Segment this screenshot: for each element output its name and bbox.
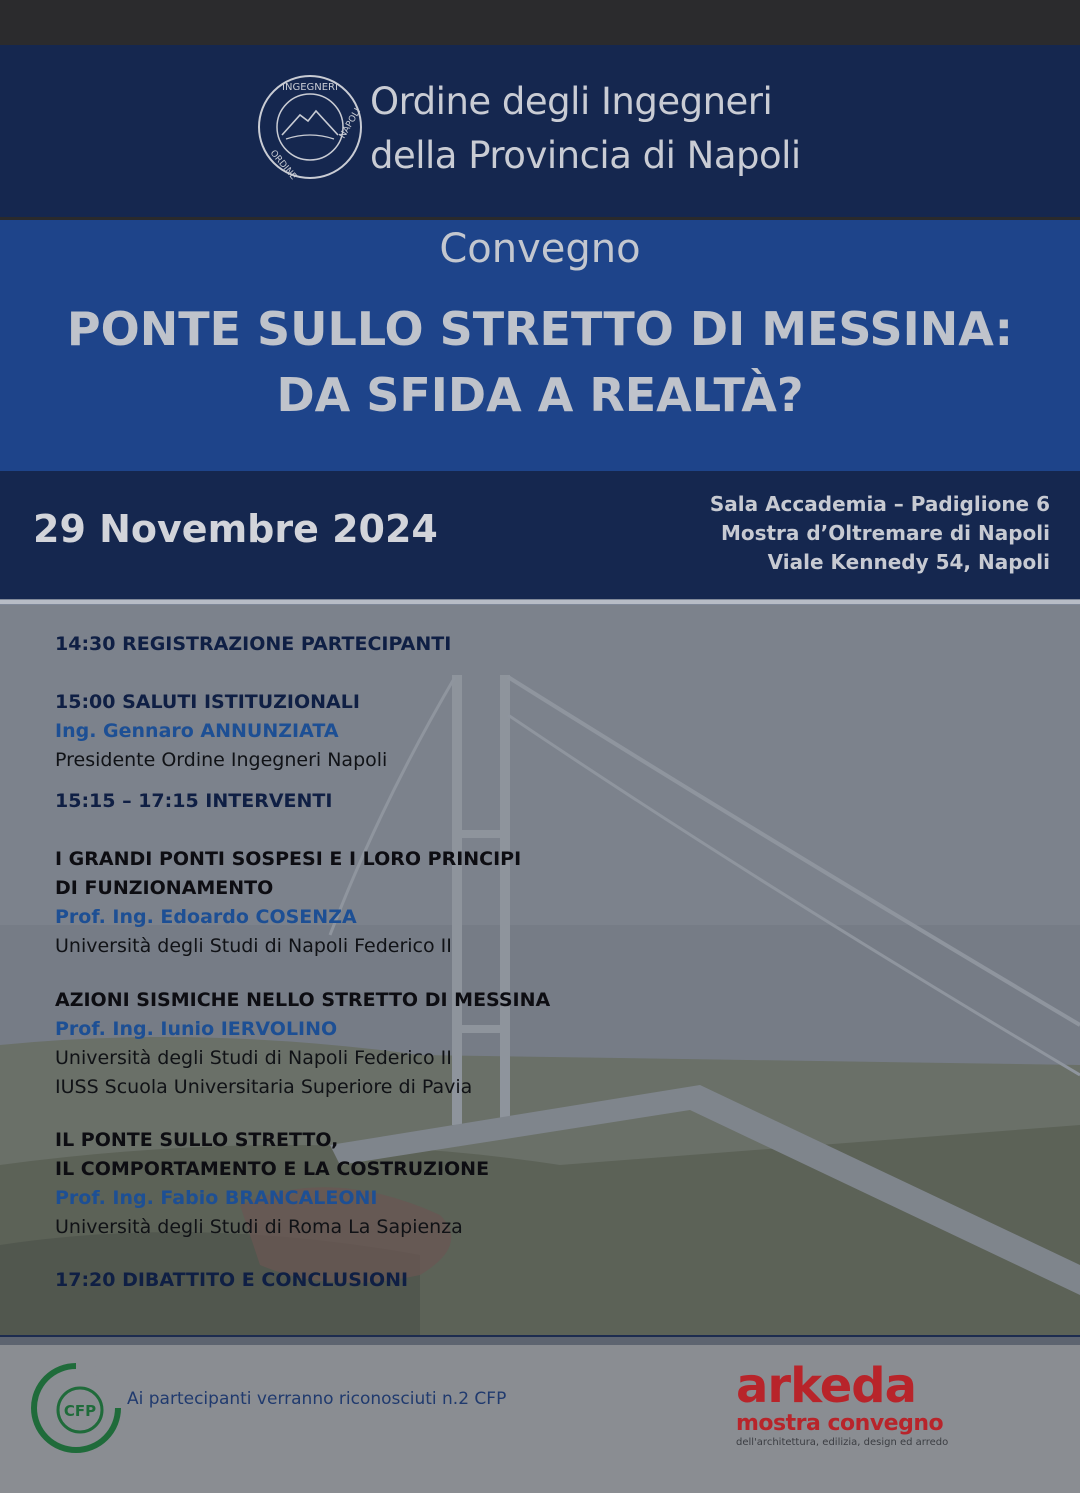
greetings-item: 15:00 SALUTI ISTITUZIONALI — [55, 691, 360, 713]
logo-text-top: INGEGNERI — [282, 82, 338, 93]
top-bar — [0, 0, 1080, 45]
closing-item: 17:20 DIBATTITO E CONCLUSIONI — [55, 1269, 409, 1291]
logo-text-left: ORDINE — [267, 148, 299, 181]
talk2-affiliation1: Università degli Studi di Napoli Federico II — [55, 1047, 452, 1069]
event-title-line1: PONTE SULLO STRETTO DI MESSINA: — [66, 302, 1014, 356]
cfp-note: Ai partecipanti verranno riconosciuti n.2 CFP — [127, 1389, 507, 1409]
event-date: 29 Novembre 2024 — [33, 507, 438, 551]
talk2-affiliation2: IUSS Scuola Universitaria Superiore di Pavia — [55, 1076, 473, 1098]
arkeda-name: arkeda — [736, 1358, 916, 1414]
org-name-line2: della Provincia di Napoli — [370, 134, 801, 177]
greetings-role: Presidente Ordine Ingegneri Napoli — [55, 749, 388, 771]
talk1-affiliation: Università degli Studi di Napoli Federico II — [55, 935, 452, 957]
logo-text-right: NAPOLI — [337, 106, 364, 141]
event-title — [0, 296, 1080, 428]
org-name-line1: Ordine degli Ingegneri — [370, 80, 773, 123]
talk3-title-line1: IL PONTE SULLO STRETTO, — [55, 1129, 339, 1151]
talks-heading: 15:15 – 17:15 INTERVENTI — [55, 790, 333, 812]
venue-line1: Sala Accademia – Padiglione 6 — [709, 492, 1050, 516]
venue-line2: Mostra d’Oltremare di Napoli — [720, 521, 1050, 545]
event-type: Convegno — [439, 226, 641, 272]
talk3-speaker: Prof. Ing. Fabio BRANCALEONI — [55, 1187, 378, 1209]
header — [0, 45, 1080, 217]
talk3-title-line2: IL COMPORTAMENTO E LA COSTRUZIONE — [55, 1158, 490, 1180]
footer-separator — [0, 1335, 1080, 1345]
event-title-line2: DA SFIDA A REALTÀ? — [276, 368, 804, 422]
talk1-title-line2: DI FUNZIONAMENTO — [55, 877, 274, 899]
arkeda-tagline: dell'architettura, edilizia, design ed arredo — [736, 1437, 949, 1448]
cfp-badge — [30, 1362, 122, 1454]
arkeda-logo — [736, 1360, 958, 1450]
talk2-speaker: Prof. Ing. Iunio IERVOLINO — [55, 1018, 338, 1040]
talk1-speaker: Prof. Ing. Edoardo COSENZA — [55, 906, 357, 928]
org-name — [370, 75, 801, 183]
arkeda-subtitle: mostra convegno — [736, 1411, 944, 1436]
talk2-title: AZIONI SISMICHE NELLO STRETTO DI MESSINA — [55, 989, 551, 1011]
program-section — [0, 605, 1080, 1335]
talk3-affiliation: Università degli Studi di Roma La Sapienza — [55, 1216, 463, 1238]
greetings-speaker: Ing. Gennaro ANNUNZIATA — [55, 720, 339, 742]
venue-line3: Viale Kennedy 54, Napoli — [767, 550, 1050, 574]
registration-item: 14:30 REGISTRAZIONE PARTECIPANTI — [55, 633, 452, 655]
talk1-title-line1: I GRANDI PONTI SOSPESI E I LORO PRINCIPI — [55, 848, 522, 870]
cfp-badge-text: CFP — [63, 1402, 97, 1420]
event-venue — [710, 490, 1050, 577]
ordine-logo — [256, 73, 364, 181]
